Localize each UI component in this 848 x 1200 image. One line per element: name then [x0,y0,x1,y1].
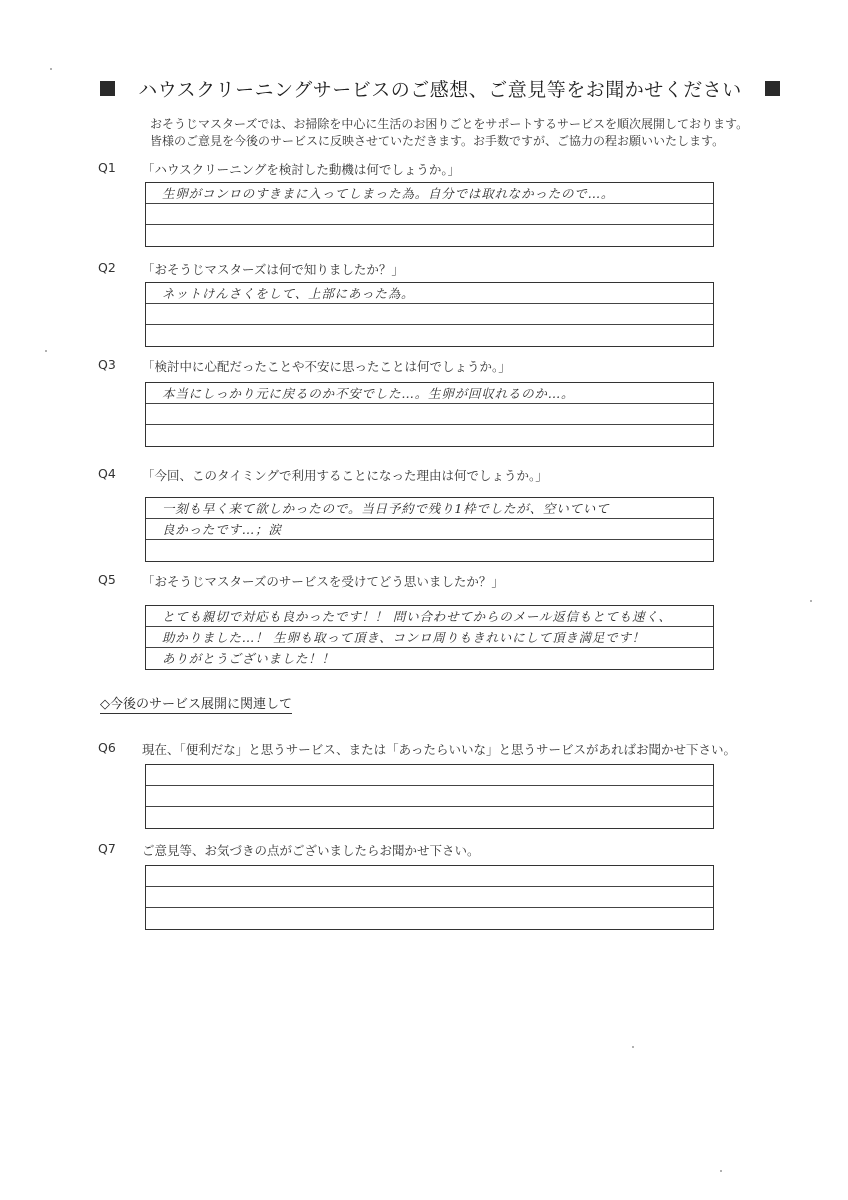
answer-box[interactable] [145,605,714,670]
answer-text: とても親切で対応も良かったです！！ 問い合わせてからのメール返信もとても速く、 [162,609,672,624]
question-label: 「今回、このタイミングで利用することになった理由は何でしょうか。」 [142,468,548,483]
answer-line [146,648,713,669]
question-number: Q6 [98,740,116,755]
answer-line [146,807,713,828]
question-number: Q1 [98,160,116,175]
square-bullet-icon [100,81,115,96]
scan-speck [810,600,812,602]
question-label: 「おそうじマスターズのサービスを受けてどう思いましたか？」 [142,574,504,589]
answer-text: 一刻も早く来て欲しかったので。当日予約で残り1枠でしたが、空いていて [162,501,610,516]
answer-line [146,404,713,425]
intro-line: おそうじマスターズでは、お掃除を中心に生活のお困りごとをサポートするサービスを順次展開しております。 [150,117,749,131]
question-label: 「検討中に心配だったことや不安に思ったことは何でしょうか。」 [142,359,511,374]
answer-text: 良かったです…；涙 [162,522,282,537]
answer-line [146,498,713,519]
intro-line: 皆様のご意見を今後のサービスに反映させていただきます。お手数ですが、ご協力の程お願いいたします。 [150,134,725,148]
question-label: 「おそうじマスターズは何で知りましたか？」 [142,262,404,277]
answer-line [146,606,713,627]
scan-speck [45,350,47,352]
answer-box[interactable] [145,764,714,829]
answer-text: ネットけんさくをして、上部にあった為。 [162,286,415,301]
answer-box[interactable] [145,497,714,562]
question-number: Q7 [98,841,116,856]
question-number: Q2 [98,260,116,275]
answer-box[interactable] [145,865,714,930]
answer-line [146,627,713,648]
answer-box[interactable] [145,282,714,347]
scan-speck [632,1046,634,1048]
answer-line [146,887,713,908]
answer-line [146,325,713,346]
answer-line [146,519,713,540]
answer-box[interactable] [145,182,714,247]
question-label: 「ハウスクリーニングを検討した動機は何でしょうか。」 [142,162,461,177]
answer-text: ありがとうございました！！ [162,651,335,666]
answer-text: 本当にしっかり元に戻るのか不安でした…。生卵が回収れるのか…。 [162,386,575,401]
answer-line [146,283,713,304]
survey-title [100,74,780,102]
question-label: ご意見等、お気づきの点がございましたらお聞かせ下さい。 [142,843,480,858]
survey-title-text: ハウスクリーニングサービスのご感想、ご意見等をお聞かせください [138,78,742,101]
answer-line [146,540,713,561]
answer-line [146,225,713,246]
question-label: 現在、「便利だな」と思うサービス、または「あったらいいな」と思うサービスがあればお聞かせ下さい。 [142,742,737,757]
answer-text: 助かりました…！ 生卵も取って頂き、コンロ周りもきれいにして頂き満足です！ [162,630,646,645]
answer-line [146,866,713,887]
answer-text: 生卵がコンロのすきまに入ってしまった為。自分では取れなかったので…。 [162,186,615,201]
answer-line [146,786,713,807]
question-number: Q5 [98,572,116,587]
section-heading: ◇今後のサービス展開に関連して [100,693,292,714]
answer-line [146,765,713,786]
answer-line [146,383,713,404]
scan-speck [720,1170,722,1172]
answer-box[interactable] [145,382,714,447]
answer-line [146,304,713,325]
square-bullet-icon [765,81,780,96]
answer-line [146,183,713,204]
question-number: Q3 [98,357,116,372]
answer-line [146,204,713,225]
answer-line [146,425,713,446]
question-number: Q4 [98,466,116,481]
answer-line [146,908,713,929]
scan-speck [50,68,52,70]
survey-intro [150,116,760,150]
